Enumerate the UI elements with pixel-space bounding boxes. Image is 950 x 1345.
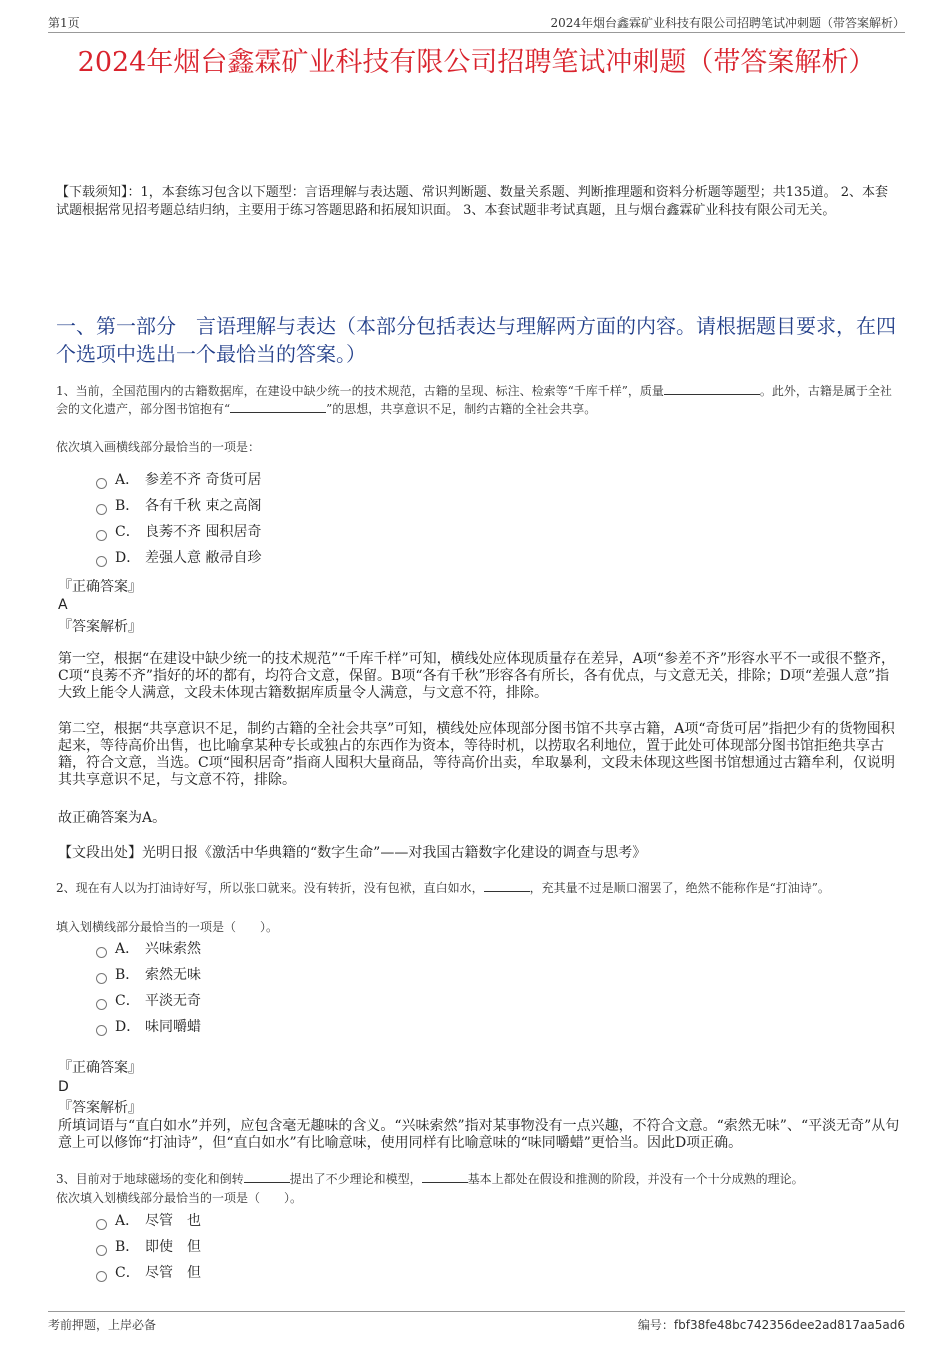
page-footer (48, 1311, 905, 1336)
radio-icon[interactable] (96, 1271, 107, 1282)
question-3-part-b: 提出了不少理论和模型， (289, 1172, 422, 1186)
radio-icon[interactable] (96, 999, 107, 1010)
footer-code-value: fbf38fe48bc742356dee2ad817aa5ad6 (673, 1318, 905, 1332)
question-1-text (56, 382, 900, 418)
analysis-paragraph: 所填词语与“直白如水”并列，应包含毫无趣味的含义。“兴味索然”指对某事物没有一点兴趣，不符合文意。“索然无味”、“平淡无奇”从句意上可以修饰“打油诗”，但“直白如水”有比喻意味，使用同样有比喻意味的“味同嚼蜡”更恰当。因此D项正确。 (58, 1118, 900, 1151)
analysis-paragraph-1: 第一空，根据“在建设中缺少统一的技术规范”“千库千样”可知，横线处应体现质量存在差异，A项“参差不齐”形容水平不一或很不整齐，C项“良莠不齐”指好的坏的都有，均符合文意，保留。B项“各有千秋”形容各有所长，各有优点，与文意无关，排除；D项“差强人意”指大致上能令人满意，文段未体现古籍数据库质量令人满意，与文意不符，排除。 (58, 651, 896, 701)
question-1-part-a: 1、当前，全国范围内的古籍数据库，在建设中缺少统一的技术规范，古籍的呈现、标注、检索等“千库千样”，质量 (56, 384, 664, 398)
question-3-blank-2 (422, 1182, 468, 1183)
page-header (48, 10, 905, 33)
question-3-text (56, 1170, 900, 1188)
question-3-part-c: 基本上都处在假设和推测的阶段，并没有一个十分成熟的理论。 (467, 1172, 804, 1186)
option-text: 差强人意 敝帚自珍 (145, 550, 262, 566)
option-letter: B． (115, 967, 140, 983)
radio-icon[interactable] (96, 1219, 107, 1230)
radio-icon[interactable] (96, 504, 107, 515)
radio-icon[interactable] (96, 973, 107, 984)
option-a[interactable] (96, 936, 496, 962)
source-citation: 【文段出处】光明日报《激活中华典籍的“数字生命”——对我国古籍数字化建设的调查与思考》 (58, 845, 647, 861)
footer-slogan: 考前押题，上岸必备 (48, 1318, 157, 1332)
option-b[interactable] (96, 1234, 496, 1260)
correct-answer-label: 『正确答案』 (58, 1060, 142, 1076)
option-letter: A． (115, 941, 140, 957)
question-2-options (96, 936, 496, 1040)
question-3-blank-1 (244, 1182, 290, 1183)
radio-icon[interactable] (96, 1025, 107, 1036)
option-text: 即使 但 (145, 1239, 201, 1255)
question-1-part-b: 。此外，古籍是属于全社会的文化遗产，部分图书馆抱有“ (56, 384, 892, 416)
footer-code-label: 编号： (637, 1318, 674, 1332)
option-letter: D． (115, 1019, 141, 1035)
option-c[interactable] (96, 1260, 496, 1286)
analysis-label: 『答案解析』 (58, 1100, 142, 1116)
question-1-blank-2 (230, 412, 326, 413)
option-b[interactable] (96, 493, 496, 519)
section-heading: 一、第一部分 言语理解与表达（本部分包括表达与理解两方面的内容。请根据题目要求，在四个选项中选出一个最恰当的答案。） (56, 314, 896, 366)
question-1-part-c: ”的思想，共享意识不足，制约古籍的全社会共享。 (326, 402, 597, 416)
correct-answer-value: D (58, 1079, 69, 1095)
correct-answer-value: A (58, 597, 68, 613)
question-1-prompt: 依次填入画横线部分最恰当的一项是： (56, 440, 261, 454)
option-c[interactable] (96, 988, 496, 1014)
question-1-blank-1 (664, 394, 760, 395)
option-b[interactable] (96, 962, 496, 988)
option-letter: C． (115, 1265, 140, 1281)
question-3-options (96, 1208, 496, 1286)
option-text: 兴味索然 (145, 941, 201, 957)
header-doc-title: 2024年烟台鑫霖矿业科技有限公司招聘笔试冲刺题（带答案解析） (550, 16, 905, 30)
option-text: 味同嚼蜡 (145, 1019, 201, 1035)
option-letter: C． (115, 993, 140, 1009)
option-d[interactable] (96, 1014, 496, 1040)
option-text: 平淡无奇 (145, 993, 201, 1009)
option-text: 参差不齐 奇货可居 (145, 472, 262, 488)
analysis-conclusion: 故正确答案为A。 (58, 810, 167, 826)
radio-icon[interactable] (96, 556, 107, 567)
radio-icon[interactable] (96, 478, 107, 489)
download-notice: 【下载须知】：1，本套练习包含以下题型：言语理解与表达题、常识判断题、数量关系题、判断推理题和资料分析题等题型；共135道。 2、本套试题根据常见招考题总结归纳，主要用于练习答题思路和拓展知识面。 3、本套试题非考试真题，且与烟台鑫霖矿业科技有限公司无关。 (56, 185, 888, 218)
option-d[interactable] (96, 545, 496, 571)
question-2-part-b: ，充其量不过是顺口溜罢了，绝然不能称作是“打油诗”。 (529, 881, 830, 895)
option-text: 索然无味 (145, 967, 201, 983)
document-title: 2024年烟台鑫霖矿业科技有限公司招聘笔试冲刺题（带答案解析） (77, 47, 876, 78)
question-3-prompt: 依次填入划横线部分最恰当的一项是（ ）。 (56, 1191, 303, 1205)
question-2-text (56, 879, 900, 897)
question-2-part-a: 2、现在有人以为打油诗好写，所以张口就来。没有转折，没有包袱，直白如水， (56, 881, 484, 895)
option-letter: A． (115, 1213, 140, 1229)
option-text: 各有千秋 束之高阁 (145, 498, 262, 514)
option-c[interactable] (96, 519, 496, 545)
option-text: 尽管 但 (145, 1265, 201, 1281)
option-letter: B． (115, 498, 140, 514)
option-letter: D． (115, 550, 141, 566)
radio-icon[interactable] (96, 1245, 107, 1256)
option-a[interactable] (96, 1208, 496, 1234)
question-3-part-a: 3、目前对于地球磁场的变化和倒转 (56, 1172, 244, 1186)
footer-code (638, 1316, 905, 1333)
option-letter: A． (115, 472, 140, 488)
page-number: 第1页 (48, 16, 80, 30)
analysis-paragraph-2: 第二空，根据“共享意识不足，制约古籍的全社会共享”可知，横线处应体现部分图书馆不共享古籍，A项“奇货可居”指把少有的货物囤积起来，等待高价出售，也比喻拿某种专长或独占的东西作为资本，等待时机，以捞取名利地位，置于此处可体现部分图书馆拒绝共享古籍，符合文意，当选。C项“囤积居奇”指商人囤积大量商品，等待高价出卖，牟取暴利，文段未体现这些图书馆想通过古籍牟利，仅说明其共享意识不足，与文意不符，排除。 (58, 721, 896, 788)
option-a[interactable] (96, 467, 496, 493)
option-text: 良莠不齐 囤积居奇 (145, 524, 262, 540)
radio-icon[interactable] (96, 530, 107, 541)
option-letter: B． (115, 1239, 140, 1255)
question-2-blank (484, 891, 530, 892)
analysis-label: 『答案解析』 (58, 619, 142, 635)
option-text: 尽管 也 (145, 1213, 201, 1229)
question-1-options (96, 467, 496, 571)
radio-icon[interactable] (96, 947, 107, 958)
option-letter: C． (115, 524, 140, 540)
correct-answer-label: 『正确答案』 (58, 579, 142, 595)
question-2-prompt: 填入划横线部分最恰当的一项是（ ）。 (56, 920, 279, 934)
